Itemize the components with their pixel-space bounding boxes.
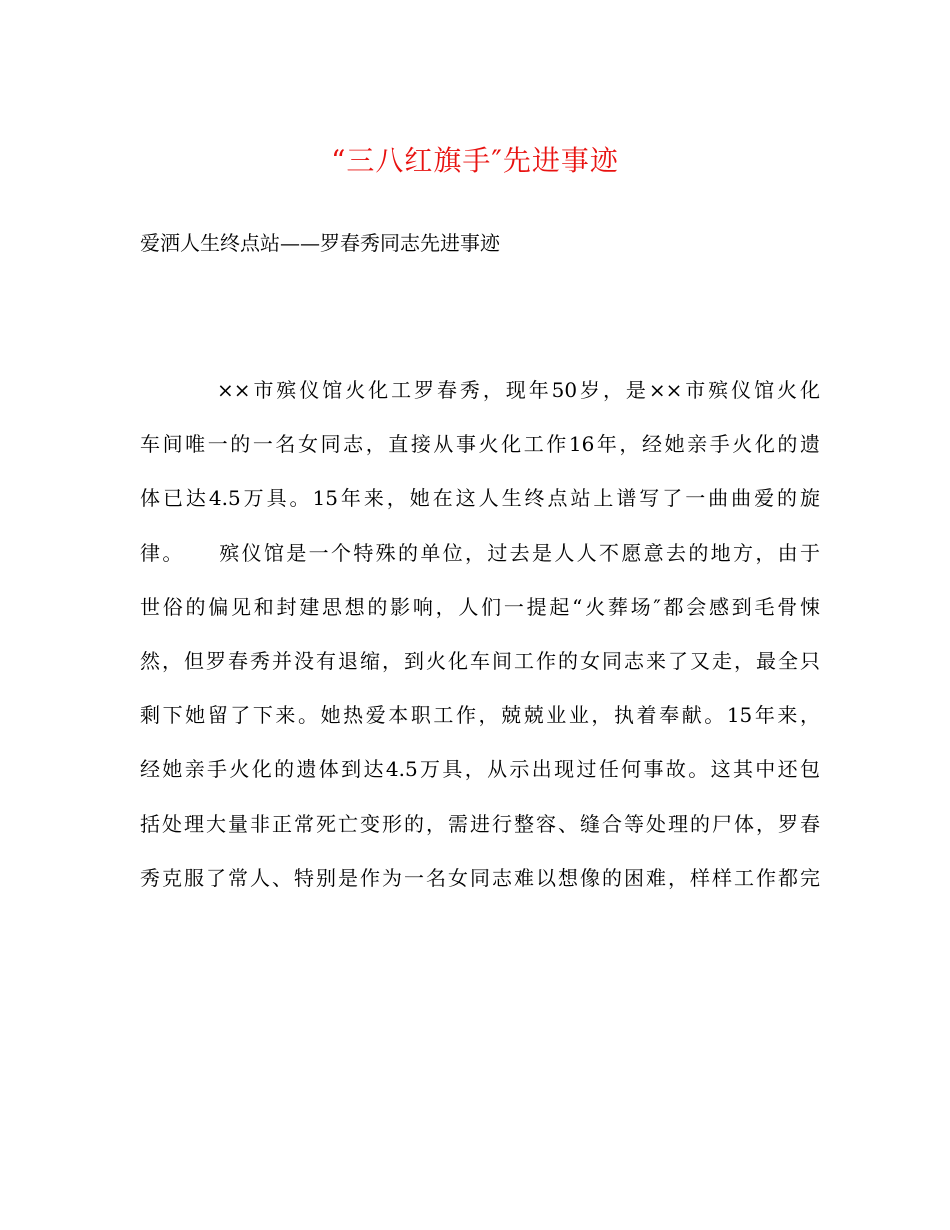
body-line-text: 经她亲手火化的遗体到达4.5万具，从示出现过任何事故。这其中还包 (140, 757, 820, 782)
body-line (140, 643, 820, 697)
body-line-text: 剩下她留了下来。她热爱本职工作，兢兢业业，执着奉献。15年来， (140, 703, 820, 728)
body-line-text: 秀克服了常人、特别是作为一名女同志难以想像的困难，样样工作都完 (140, 865, 820, 890)
body-line (140, 535, 820, 589)
body-line (140, 589, 820, 643)
body-line (140, 751, 820, 805)
body-line-text: 世俗的偏见和封建思想的影响，人们一提起“火葬场″都会感到毛骨悚 (140, 594, 820, 619)
document-subtitle: 爱洒人生终点站——罗春秀同志先进事迹 (140, 231, 500, 255)
body-text (140, 372, 820, 914)
body-line (140, 697, 820, 751)
body-line-text: ××市殡仪馆火化工罗春秀，现年50岁，是××市殡仪馆火化 (217, 378, 820, 402)
body-line (140, 480, 820, 534)
body-line-text: 括处理大量非正常死亡变形的，需进行整容、缝合等处理的尸体，罗春 (140, 811, 820, 836)
body-line (140, 860, 820, 914)
body-line-text: 律。 殡仪馆是一个特殊的单位，过去是人人不愿意去的地方，由于 (140, 540, 820, 565)
body-line (140, 806, 820, 860)
document-title: “三八红旗手″先进事迹 (331, 144, 619, 177)
body-line-text: 然，但罗春秀并没有退缩，到火化车间工作的女同志来了又走，最全只 (140, 648, 820, 673)
body-line (140, 426, 820, 480)
body-line (140, 372, 820, 426)
body-line-text: 体已达4.5万具。15年来，她在这人生终点站上谱写了一曲曲爱的旋 (140, 486, 820, 511)
body-line-text: 车间唯一的一名女同志，直接从事火化工作16年，经她亲手火化的遗 (140, 432, 820, 457)
